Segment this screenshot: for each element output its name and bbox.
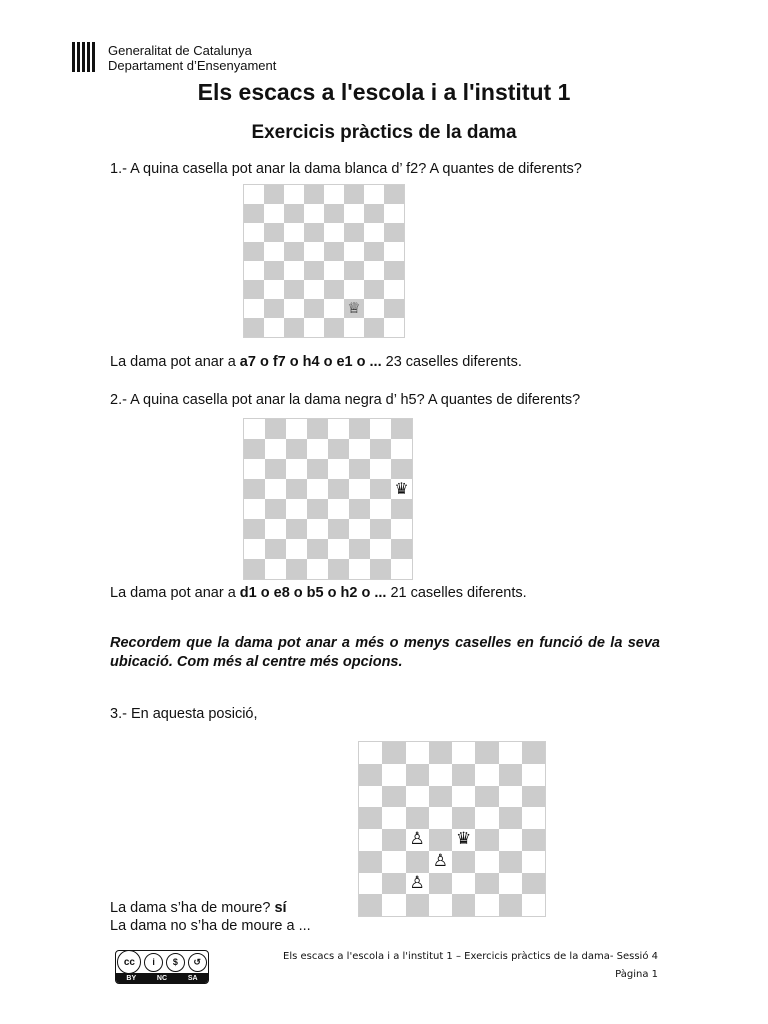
square-f8 bbox=[344, 185, 364, 204]
square-f3 bbox=[344, 280, 364, 299]
square-b3 bbox=[264, 280, 284, 299]
square-f5 bbox=[475, 807, 498, 829]
square-h5 bbox=[522, 807, 545, 829]
answer-2-squares: d1 o e8 o b5 o h2 o ... bbox=[239, 585, 387, 601]
question-2: 2.- A quina casella pot anar la dama negra d’ h5? A quantes de diferents? bbox=[110, 392, 581, 408]
square-g4 bbox=[499, 829, 522, 851]
noncommercial-icon: $ bbox=[166, 953, 185, 972]
org-line-2: Departament d’Ensenyament bbox=[108, 58, 277, 73]
square-d7 bbox=[307, 439, 328, 459]
square-g8 bbox=[499, 742, 522, 764]
answer-3-line-1: La dama s’ha de moure? sí bbox=[110, 900, 287, 916]
square-f6 bbox=[344, 223, 364, 242]
square-e4 bbox=[328, 499, 349, 519]
square-e2 bbox=[328, 539, 349, 559]
square-e3 bbox=[324, 280, 344, 299]
square-f6 bbox=[349, 459, 370, 479]
chessboard-3 bbox=[358, 741, 546, 917]
page-number: Pàgina 1 bbox=[615, 969, 658, 980]
square-b1 bbox=[382, 894, 405, 916]
square-b7 bbox=[382, 764, 405, 786]
square-c7 bbox=[284, 204, 304, 223]
square-d4 bbox=[304, 261, 324, 280]
square-f4 bbox=[344, 261, 364, 280]
square-d7 bbox=[429, 764, 452, 786]
square-f7 bbox=[349, 439, 370, 459]
square-a1 bbox=[244, 318, 264, 337]
square-e6 bbox=[324, 223, 344, 242]
square-a6 bbox=[244, 223, 264, 242]
square-e7 bbox=[452, 764, 475, 786]
square-d8 bbox=[429, 742, 452, 764]
square-a5 bbox=[359, 807, 382, 829]
square-f8 bbox=[475, 742, 498, 764]
square-g5 bbox=[499, 807, 522, 829]
square-a3 bbox=[244, 519, 265, 539]
square-g7 bbox=[370, 439, 391, 459]
square-a4 bbox=[244, 261, 264, 280]
square-h4 bbox=[522, 829, 545, 851]
square-d3 bbox=[307, 519, 328, 539]
pawn-white-icon: ♙ bbox=[409, 872, 425, 893]
organization-name bbox=[108, 43, 276, 73]
square-b5 bbox=[265, 479, 286, 499]
square-c1 bbox=[286, 559, 307, 579]
square-b5 bbox=[264, 242, 284, 261]
square-f1 bbox=[344, 318, 364, 337]
square-h2 bbox=[384, 299, 404, 318]
square-h6 bbox=[384, 223, 404, 242]
queen-white-icon: ♕ bbox=[347, 299, 361, 317]
square-g7 bbox=[364, 204, 384, 223]
chessboard-1 bbox=[243, 184, 405, 338]
question-1: 1.- A quina casella pot anar la dama blanca d’ f2? A quantes de diferents? bbox=[110, 161, 582, 177]
square-d8 bbox=[304, 185, 324, 204]
square-e1 bbox=[328, 559, 349, 579]
square-b8 bbox=[382, 742, 405, 764]
square-g3 bbox=[370, 519, 391, 539]
square-a8 bbox=[359, 742, 382, 764]
license-sa: SA bbox=[187, 974, 198, 982]
square-h7 bbox=[391, 439, 412, 459]
square-f1 bbox=[475, 894, 498, 916]
square-e5 bbox=[324, 242, 344, 261]
square-f2 bbox=[349, 539, 370, 559]
square-a6 bbox=[244, 459, 265, 479]
square-e8 bbox=[324, 185, 344, 204]
square-g1 bbox=[370, 559, 391, 579]
square-e1 bbox=[324, 318, 344, 337]
square-a5 bbox=[244, 242, 264, 261]
square-d6 bbox=[429, 786, 452, 808]
square-a4 bbox=[359, 829, 382, 851]
square-h6 bbox=[391, 459, 412, 479]
square-d4 bbox=[429, 829, 452, 851]
square-e6 bbox=[452, 786, 475, 808]
square-h8 bbox=[522, 742, 545, 764]
square-d8 bbox=[307, 419, 328, 439]
square-e5 bbox=[452, 807, 475, 829]
pawn-white-icon: ♙ bbox=[409, 829, 425, 850]
square-g2 bbox=[364, 299, 384, 318]
square-e1 bbox=[452, 894, 475, 916]
square-d1 bbox=[429, 894, 452, 916]
square-g1 bbox=[364, 318, 384, 337]
square-c6 bbox=[284, 223, 304, 242]
square-c5 bbox=[284, 242, 304, 261]
square-e6 bbox=[328, 459, 349, 479]
square-b8 bbox=[264, 185, 284, 204]
square-h1 bbox=[391, 559, 412, 579]
square-h1 bbox=[522, 894, 545, 916]
square-e2 bbox=[452, 873, 475, 895]
square-g2 bbox=[370, 539, 391, 559]
square-c2 bbox=[284, 299, 304, 318]
square-f1 bbox=[349, 559, 370, 579]
generalitat-logo bbox=[72, 42, 98, 72]
square-g8 bbox=[370, 419, 391, 439]
square-a2 bbox=[359, 873, 382, 895]
square-d7 bbox=[304, 204, 324, 223]
square-d5 bbox=[429, 807, 452, 829]
square-a2 bbox=[244, 299, 264, 318]
square-e7 bbox=[324, 204, 344, 223]
square-g5 bbox=[364, 242, 384, 261]
square-d2 bbox=[307, 539, 328, 559]
square-a4 bbox=[244, 499, 265, 519]
square-c1 bbox=[406, 894, 429, 916]
square-b2 bbox=[265, 539, 286, 559]
square-g4 bbox=[370, 499, 391, 519]
answer-1-squares: a7 o f7 o h4 o e1 o ... bbox=[239, 354, 382, 370]
square-f5 bbox=[349, 479, 370, 499]
square-h3 bbox=[384, 280, 404, 299]
square-f2 bbox=[344, 299, 364, 318]
square-c5 bbox=[286, 479, 307, 499]
square-a7 bbox=[359, 764, 382, 786]
square-g6 bbox=[370, 459, 391, 479]
square-c2 bbox=[286, 539, 307, 559]
square-b2 bbox=[264, 299, 284, 318]
square-g3 bbox=[499, 851, 522, 873]
queen-black-icon: ♛ bbox=[456, 829, 472, 850]
org-line-1: Generalitat de Catalunya bbox=[108, 43, 252, 58]
square-d5 bbox=[307, 479, 328, 499]
square-b7 bbox=[264, 204, 284, 223]
square-f6 bbox=[475, 786, 498, 808]
square-c4 bbox=[286, 499, 307, 519]
square-g1 bbox=[499, 894, 522, 916]
square-g8 bbox=[364, 185, 384, 204]
square-h7 bbox=[384, 204, 404, 223]
square-d6 bbox=[304, 223, 324, 242]
square-b5 bbox=[382, 807, 405, 829]
square-c4 bbox=[406, 829, 429, 851]
square-g5 bbox=[370, 479, 391, 499]
answer-1: La dama pot anar a a7 o f7 o h4 o e1 o ... 23 caselles diferents. bbox=[110, 354, 522, 370]
question-3: 3.- En aquesta posició, bbox=[110, 706, 258, 722]
square-f3 bbox=[475, 851, 498, 873]
square-a5 bbox=[244, 479, 265, 499]
square-d3 bbox=[429, 851, 452, 873]
square-c1 bbox=[284, 318, 304, 337]
square-e3 bbox=[452, 851, 475, 873]
square-d2 bbox=[304, 299, 324, 318]
square-a8 bbox=[244, 419, 265, 439]
square-a7 bbox=[244, 204, 264, 223]
square-h8 bbox=[391, 419, 412, 439]
square-c6 bbox=[406, 786, 429, 808]
square-d6 bbox=[307, 459, 328, 479]
square-b1 bbox=[264, 318, 284, 337]
square-g3 bbox=[364, 280, 384, 299]
pawn-white-icon: ♙ bbox=[432, 851, 448, 872]
square-e7 bbox=[328, 439, 349, 459]
square-h2 bbox=[522, 873, 545, 895]
square-b6 bbox=[382, 786, 405, 808]
document-title: Els escacs a l'escola i a l'institut 1 bbox=[197, 79, 571, 105]
square-a1 bbox=[359, 894, 382, 916]
chessboard-2 bbox=[243, 418, 413, 580]
square-a2 bbox=[244, 539, 265, 559]
square-e8 bbox=[328, 419, 349, 439]
square-c7 bbox=[406, 764, 429, 786]
document-subtitle: Exercicis pràctics de la dama bbox=[251, 122, 517, 143]
square-b7 bbox=[265, 439, 286, 459]
square-c6 bbox=[286, 459, 307, 479]
square-d1 bbox=[304, 318, 324, 337]
square-b2 bbox=[382, 873, 405, 895]
square-f8 bbox=[349, 419, 370, 439]
square-e8 bbox=[452, 742, 475, 764]
square-e5 bbox=[328, 479, 349, 499]
square-b6 bbox=[264, 223, 284, 242]
square-g4 bbox=[364, 261, 384, 280]
square-e2 bbox=[324, 299, 344, 318]
square-a7 bbox=[244, 439, 265, 459]
square-h1 bbox=[384, 318, 404, 337]
square-f2 bbox=[475, 873, 498, 895]
square-b4 bbox=[382, 829, 405, 851]
square-d1 bbox=[307, 559, 328, 579]
square-g2 bbox=[499, 873, 522, 895]
square-e4 bbox=[324, 261, 344, 280]
square-f4 bbox=[475, 829, 498, 851]
square-c3 bbox=[406, 851, 429, 873]
square-h3 bbox=[391, 519, 412, 539]
square-g7 bbox=[499, 764, 522, 786]
square-c4 bbox=[284, 261, 304, 280]
answer-3-line-2: La dama no s’ha de moure a ... bbox=[110, 918, 311, 934]
square-h4 bbox=[391, 499, 412, 519]
square-a8 bbox=[244, 185, 264, 204]
square-b1 bbox=[265, 559, 286, 579]
square-f3 bbox=[349, 519, 370, 539]
square-f7 bbox=[344, 204, 364, 223]
square-a3 bbox=[244, 280, 264, 299]
square-a1 bbox=[244, 559, 265, 579]
square-g6 bbox=[499, 786, 522, 808]
square-b3 bbox=[265, 519, 286, 539]
square-c7 bbox=[286, 439, 307, 459]
answer-3-yes: sí bbox=[274, 900, 287, 916]
square-h5 bbox=[391, 479, 412, 499]
square-d5 bbox=[304, 242, 324, 261]
square-e3 bbox=[328, 519, 349, 539]
square-b3 bbox=[382, 851, 405, 873]
square-b4 bbox=[265, 499, 286, 519]
square-h6 bbox=[522, 786, 545, 808]
square-f5 bbox=[344, 242, 364, 261]
answer-2: La dama pot anar a d1 o e8 o b5 o h2 o ... 21 caselles diferents. bbox=[110, 585, 527, 601]
square-h2 bbox=[391, 539, 412, 559]
square-b8 bbox=[265, 419, 286, 439]
license-nc: NC bbox=[156, 974, 168, 982]
square-d2 bbox=[429, 873, 452, 895]
square-c8 bbox=[286, 419, 307, 439]
square-c8 bbox=[406, 742, 429, 764]
square-a6 bbox=[359, 786, 382, 808]
sharealike-icon: ↺ bbox=[188, 953, 207, 972]
square-h3 bbox=[522, 851, 545, 873]
reminder-note: Recordem que la dama pot anar a més o menys caselles en funció de la seva ubicació. Com més al centre més opcions. bbox=[110, 635, 660, 670]
square-f7 bbox=[475, 764, 498, 786]
square-c8 bbox=[284, 185, 304, 204]
square-h7 bbox=[522, 764, 545, 786]
square-g6 bbox=[364, 223, 384, 242]
cc-license-badge bbox=[115, 950, 209, 984]
square-c5 bbox=[406, 807, 429, 829]
footer-title: Els escacs a l'escola i a l'institut 1 – Exercicis pràctics de la dama- Sessió 4 bbox=[283, 951, 658, 962]
square-b6 bbox=[265, 459, 286, 479]
square-h5 bbox=[384, 242, 404, 261]
square-h4 bbox=[384, 261, 404, 280]
square-c2 bbox=[406, 873, 429, 895]
cc-icon: cc bbox=[117, 950, 141, 974]
license-by: BY bbox=[126, 974, 137, 982]
square-h8 bbox=[384, 185, 404, 204]
square-c3 bbox=[284, 280, 304, 299]
page-footer bbox=[283, 948, 658, 984]
square-d3 bbox=[304, 280, 324, 299]
square-b4 bbox=[264, 261, 284, 280]
queen-black-icon: ♛ bbox=[394, 479, 409, 498]
square-e4 bbox=[452, 829, 475, 851]
square-a3 bbox=[359, 851, 382, 873]
square-c3 bbox=[286, 519, 307, 539]
square-f4 bbox=[349, 499, 370, 519]
attribution-icon: i bbox=[144, 953, 163, 972]
square-d4 bbox=[307, 499, 328, 519]
